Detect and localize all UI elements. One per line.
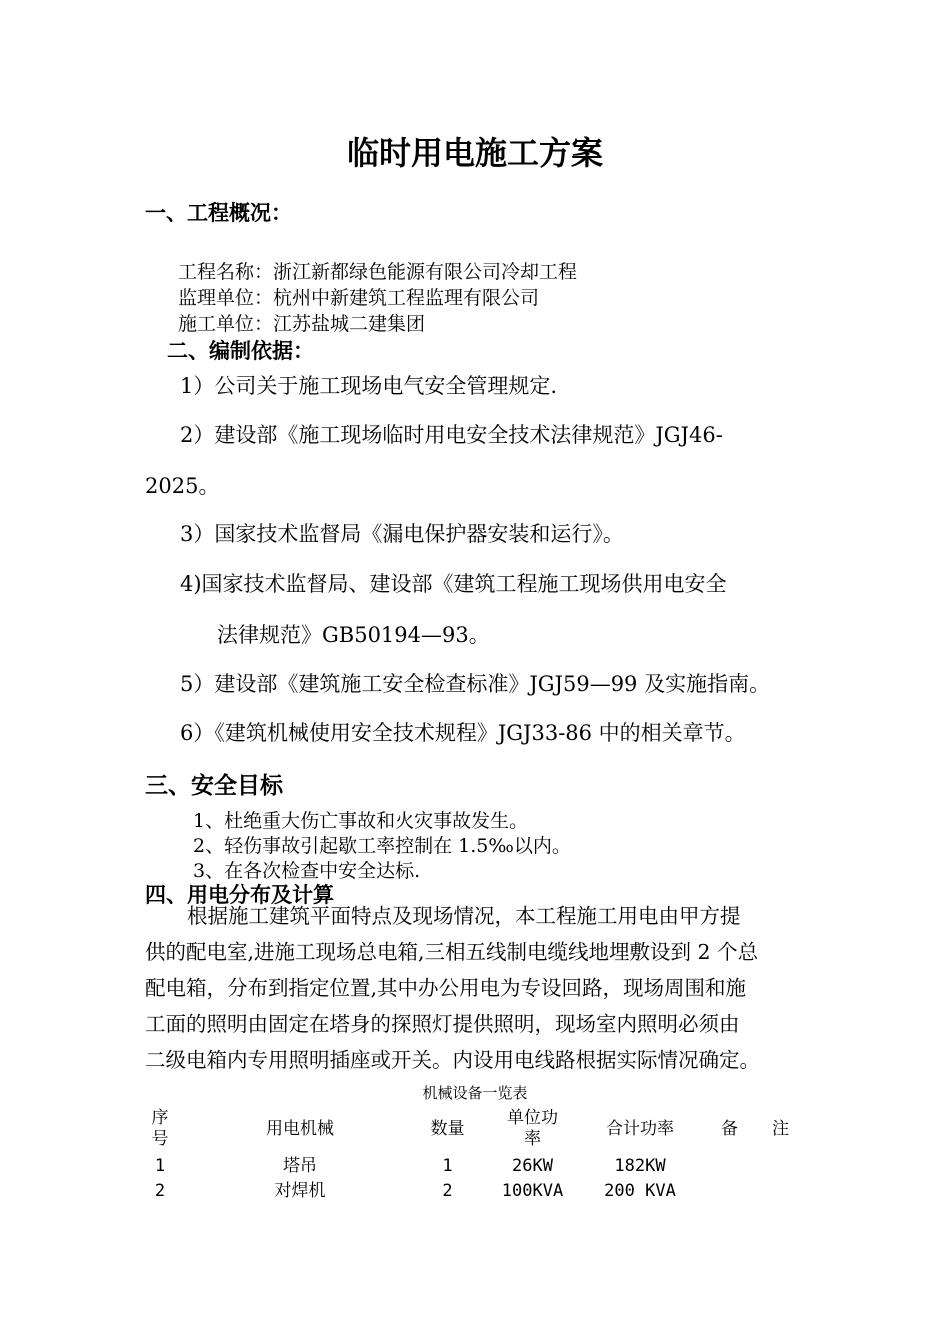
cell-qty: 1 [442,1156,453,1176]
section-heading-basis: 二、编制依据： [167,339,314,363]
cell-unit-power: 26KW [512,1156,553,1176]
project-name-line: 工程名称：浙江新都绿色能源有限公司冷却工程 [178,261,578,283]
cell-machine: 塔吊 [283,1156,317,1176]
table-caption: 机械设备一览表 [422,1084,528,1102]
equipment-table [130,1104,810,1204]
cell-machine: 对焊机 [274,1181,326,1201]
safety-item-3: 3、在各次检查中安全达标. [193,860,421,882]
basis-item-6: 6）《建筑机械使用安全技术规程》JGJ33-86 中的相关章节。 [180,721,746,745]
distribution-paragraph [145,898,825,1078]
paragraph-line: 供的配电室,进施工现场总电箱,三相五线制电缆线地埋敷设到 2 个总 [145,940,759,964]
header-machine: 用电机械 [266,1118,334,1139]
cell-total-power: 182KW [614,1156,666,1176]
cell-qty: 2 [442,1181,453,1201]
safety-item-1: 1、杜绝重大伤亡事故和火灾事故发生。 [193,810,529,832]
header-unit-power: 单位功 率 [507,1108,558,1149]
paragraph-line: 根据施工建筑平面特点及现场情况，本工程施工用电由甲方提 [187,904,741,928]
safety-item-2: 2、轻伤事故引起歇工率控制在 1.5‰以内。 [193,835,571,857]
paragraph-line: 工面的照明由固定在塔身的探照灯提供照明，现场室内照明必须由 [145,1012,740,1036]
cell-remark [700,1179,810,1204]
basis-item-2-cont: 2025。 [145,474,220,498]
cell-unit-power: 100KVA [501,1181,564,1201]
paragraph-line: 二级电箱内专用照明插座或开关。内设用电线路根据实际情况确定。 [145,1048,760,1072]
cell-total-power: 200 KVA [604,1181,676,1201]
paragraph-line: 配电箱，分布到指定位置,其中办公用电为专设回路，现场周围和施 [145,976,747,1000]
supervisor-line: 监理单位：杭州中新建筑工程监理有限公司 [178,287,540,309]
contractor-line: 施工单位：江苏盐城二建集团 [178,313,426,335]
document-title: 临时用电施工方案 [346,134,603,172]
header-remark: 备 注 [721,1118,789,1139]
basis-item-4: 4)国家技术监督局、建设部《建筑工程施工现场供用电安全 [180,572,727,596]
table-header-row [130,1104,810,1154]
section-heading-overview: 一、工程概况： [145,201,292,225]
header-qty: 数量 [430,1118,465,1139]
cell-seq: 2 [154,1181,166,1201]
basis-item-1: 1）公司关于施工现场电气安全管理规定. [180,374,558,398]
header-seq: 序 号 [151,1108,169,1149]
header-total-power: 合计功率 [606,1118,674,1139]
basis-item-5: 5）建设部《建筑施工安全检查标准》JGJ59—99 及实施指南。 [180,672,771,696]
basis-item-2: 2）建设部《施工现场临时用电安全技术法律规范》JGJ46- [180,423,723,447]
cell-seq: 1 [154,1156,166,1176]
section-heading-safety: 三、安全目标 [145,773,283,799]
table-row [130,1179,810,1204]
cell-remark [700,1154,810,1179]
table-row [130,1154,810,1179]
basis-item-4-cont: 法律规范》GB50194—93。 [217,623,490,647]
basis-item-3: 3）国家技术监督局《漏电保护器安装和运行》。 [180,522,624,546]
section-heading-distribution: 四、用电分布及计算 [145,883,334,907]
